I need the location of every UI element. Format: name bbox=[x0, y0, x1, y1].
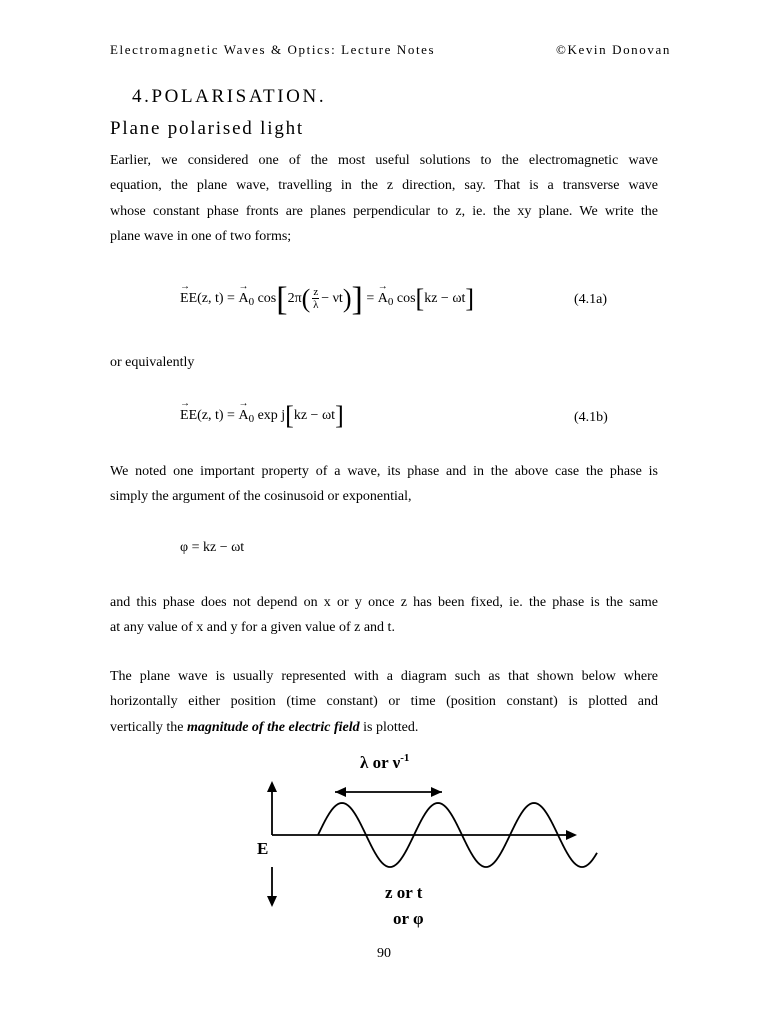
e-vector-symbol: → E bbox=[180, 291, 189, 307]
arrowhead-left bbox=[335, 787, 346, 797]
nu-t-term: − νt bbox=[321, 291, 343, 306]
arrowhead-down bbox=[267, 896, 277, 907]
eq-lhs: E(z, t) = bbox=[188, 291, 239, 306]
exp-argument: kz − ωt bbox=[293, 408, 336, 423]
e-vector-symbol: → E bbox=[180, 408, 189, 424]
section-title: Plane polarised light bbox=[110, 118, 304, 139]
text-line: whose constant phase fronts are planes perpendicular to z, ie. the xy plane. We write the bbox=[110, 203, 658, 219]
phase-equation: φ = kz − ωt bbox=[180, 540, 245, 555]
text-fragment: vertically the bbox=[110, 719, 187, 735]
text-fragment: is plotted. bbox=[359, 719, 419, 735]
a-vector-symbol: → A bbox=[238, 408, 248, 424]
fraction-numerator: z bbox=[313, 286, 319, 299]
fraction-denominator: λ bbox=[313, 299, 319, 312]
equals-sign: = bbox=[362, 291, 378, 306]
subscript-zero: 0 bbox=[248, 413, 255, 425]
eq-lhs: E(z, t) = bbox=[188, 408, 239, 423]
text-line: simply the argument of the cosinusoid or exponential, bbox=[110, 489, 412, 505]
arrowhead-right bbox=[431, 787, 442, 797]
cos-function: cos bbox=[396, 291, 416, 306]
arrowhead-up bbox=[267, 781, 277, 792]
text-line: The plane wave is usually represented with a diagram such as that shown below where bbox=[110, 669, 658, 684]
text-line: equation, the plane wave, travelling in the z direction, say. That is a transverse wave bbox=[110, 178, 658, 194]
x-axis-label: z or t bbox=[385, 883, 423, 902]
text-line: horizontally either position (time constant) or time (position constant) is plotted and bbox=[110, 694, 658, 710]
text-line: plane wave in one of two forms; bbox=[110, 228, 292, 244]
e-axis-label: E bbox=[257, 839, 269, 858]
x-axis-label-phase: or φ bbox=[393, 909, 424, 928]
text-line: We noted one important property of a wave, its phase and in the above case the phase is bbox=[110, 464, 658, 479]
text-line: at any value of x and y for a given value of z and t. bbox=[110, 620, 395, 636]
chapter-title: 4.POLARISATION. bbox=[132, 86, 327, 107]
cos-function: cos bbox=[257, 291, 277, 306]
arrowhead-right-axis bbox=[566, 830, 577, 840]
equation-number-4-1b: (4.1b) bbox=[574, 410, 608, 425]
cos-argument: kz − ωt bbox=[424, 291, 466, 306]
wavelength-label: λ or $\nu^{-1}$ bbox=[360, 752, 410, 772]
exp-function: exp j bbox=[257, 408, 286, 423]
emphasis-text: magnitude of the electric field bbox=[186, 719, 360, 735]
page-number: 90 bbox=[377, 946, 391, 961]
text-line: Earlier, we considered one of the most useful solutions to the electromagnetic wave bbox=[110, 153, 658, 168]
or-equivalently-text: or equivalently bbox=[110, 355, 195, 370]
a-vector-symbol: → A bbox=[378, 291, 388, 307]
two-pi: 2π bbox=[287, 291, 302, 306]
running-header-author: ©Kevin Donovan bbox=[556, 42, 671, 57]
subscript-zero: 0 bbox=[248, 296, 255, 308]
subscript-zero: 0 bbox=[387, 296, 394, 308]
equation-4-1a: → EE(z, t) = → $A_0$ cos[2π( $\frac{z}{\lambda}$ − νt)] = → $A_0$ cos[kz − ωt] bbox=[180, 283, 474, 317]
equation-number-4-1a: (4.1a) bbox=[574, 292, 608, 307]
running-header-title: Electromagnetic Waves & Optics: Lecture Notes bbox=[110, 42, 436, 57]
a-vector-symbol: → A bbox=[238, 291, 248, 307]
equation-4-1b: → EE(z, t) = → $A_0$ exp j[kz − ωt] bbox=[180, 403, 344, 429]
text-line: and this phase does not depend on x or y once z has been fixed, ie. the phase is the same bbox=[110, 595, 658, 610]
